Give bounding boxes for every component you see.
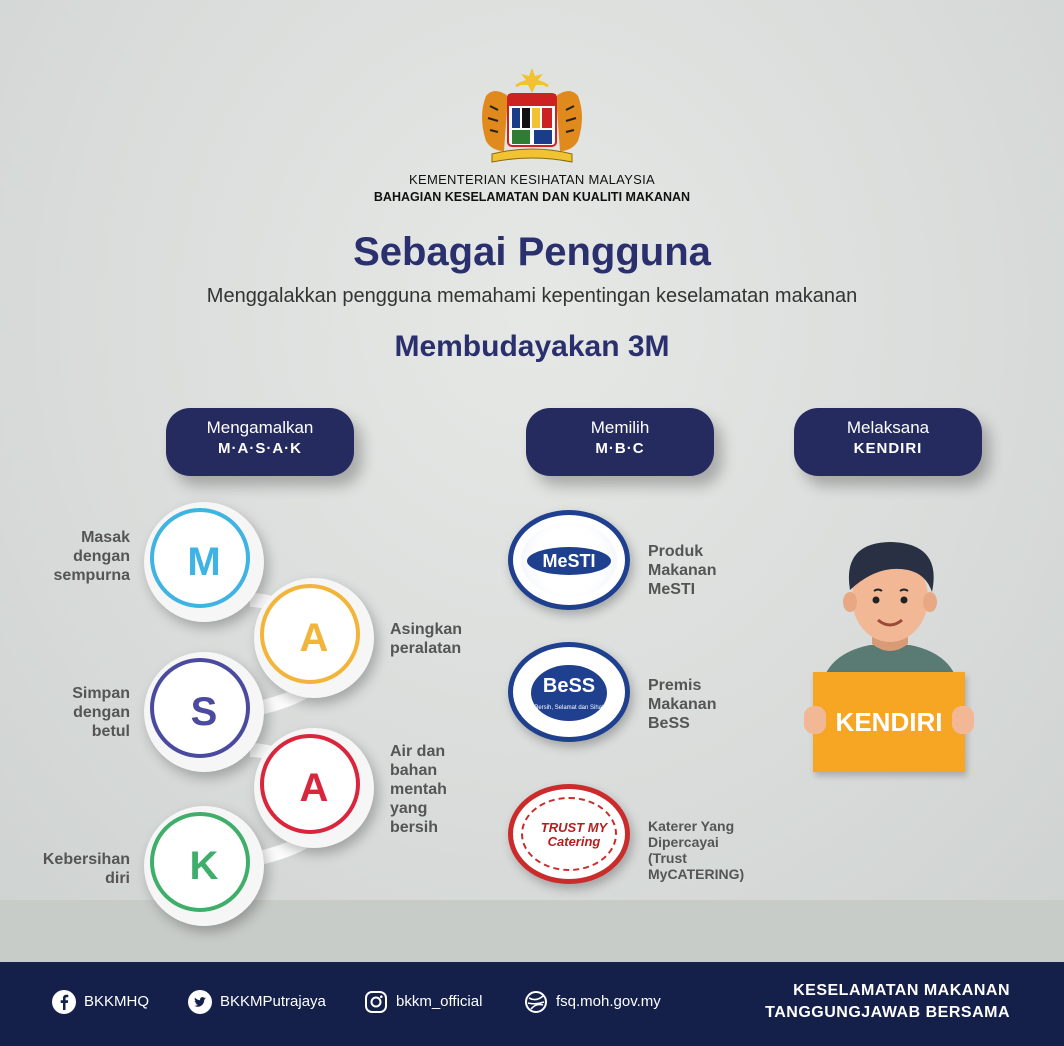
- masak-label-s: [30, 684, 130, 741]
- section-heading: Membudayakan 3M: [394, 330, 670, 363]
- masak-circle-a1: [254, 578, 374, 698]
- label-line: peralatan: [390, 640, 462, 657]
- label-line: bahan: [390, 762, 438, 779]
- kendiri-sign: KENDIRI: [813, 672, 965, 772]
- instagram-handle: bkkm_official: [396, 992, 483, 1010]
- masak-circle-a2: [254, 728, 374, 848]
- trust-my-catering-logo: [508, 784, 630, 884]
- label-line: MeSTI: [648, 581, 696, 598]
- masak-circle-s: [144, 652, 264, 772]
- mesti-logo: [508, 510, 630, 610]
- division-name: BAHAGIAN KESELAMATAN DAN KUALITI MAKANAN: [373, 190, 691, 204]
- masak-circle-k: [144, 806, 264, 926]
- label-line: yang: [390, 800, 428, 817]
- masak-letter-a2: A: [299, 766, 329, 810]
- label-line: betul: [91, 723, 130, 740]
- masak-letter-k: K: [189, 844, 219, 888]
- label-line: Dipercayai: [648, 834, 719, 850]
- website-link[interactable]: [524, 990, 661, 1014]
- masak-label-k: [20, 850, 130, 888]
- label-line: sempurna: [53, 567, 130, 584]
- website-url: fsq.moh.gov.my: [556, 992, 661, 1010]
- trust-logo-text: TRUST MY Catering: [540, 820, 608, 849]
- masak-label-m: [30, 528, 130, 585]
- twitter-handle: BKKMPutrajaya: [220, 992, 326, 1010]
- label-line: MyCATERING): [648, 866, 745, 882]
- label-line: Asingkan: [390, 621, 463, 638]
- label-line: (Trust: [648, 850, 687, 866]
- page-subtitle: Menggalakkan pengguna memahami kepentingan keselamatan makanan: [206, 285, 858, 307]
- label-line: Premis: [648, 677, 702, 694]
- mesti-logo-text: MeSTI: [527, 547, 611, 575]
- right-hand: [952, 706, 974, 734]
- coat-of-arms-logo: [472, 66, 592, 166]
- masak-letter-a1: A: [299, 616, 329, 660]
- mbc-label-mesti: [648, 542, 768, 599]
- masak-letter-s: S: [190, 690, 218, 734]
- pill-kendiri-line1: Melaksana: [846, 418, 930, 437]
- pill-mbc-line1: Memilih: [590, 418, 650, 437]
- facebook-link[interactable]: [52, 990, 149, 1014]
- facebook-handle: BKKMHQ: [84, 992, 150, 1010]
- bess-logo-subtext: Bersih, Selamat dan Sihat: [534, 705, 604, 711]
- twitter-link[interactable]: [188, 990, 326, 1014]
- left-hand: [804, 706, 826, 734]
- label-line: dengan: [73, 548, 130, 565]
- masak-label-a1: [390, 620, 490, 658]
- label-line: Makanan: [648, 562, 717, 579]
- label-line: Katerer Yang: [648, 818, 735, 834]
- masak-letter-m: M: [187, 540, 221, 584]
- label-line: mentah: [390, 781, 447, 798]
- bess-logo-text: BeSS: [542, 675, 596, 697]
- footer-tagline: [765, 980, 1010, 1024]
- twitter-icon: [188, 990, 212, 1014]
- instagram-icon: [364, 990, 388, 1014]
- tagline-line1: KESELAMATAN MAKANAN: [793, 982, 1010, 999]
- bess-logo: [508, 642, 630, 742]
- ministry-name: KEMENTERIAN KESIHATAN MALAYSIA: [409, 172, 655, 187]
- pill-mbc: [526, 408, 714, 476]
- label-line: dengan: [73, 704, 130, 721]
- label-line: bersih: [390, 819, 439, 836]
- masak-circle-m: [144, 502, 264, 622]
- pill-masak-line2: M·A·S·A·K: [218, 440, 302, 457]
- pill-kendiri: [794, 408, 982, 476]
- label-line: Kebersihan: [42, 851, 130, 868]
- label-line: Simpan: [72, 685, 130, 702]
- pill-kendiri-line2: KENDIRI: [853, 440, 923, 457]
- mbc-label-bess: [648, 676, 768, 733]
- label-line: Masak: [81, 529, 130, 546]
- pill-masak: [166, 408, 354, 476]
- label-line: Makanan: [648, 696, 717, 713]
- page-title: Sebagai Pengguna: [353, 230, 711, 274]
- pill-mbc-line2: M·B·C: [595, 440, 645, 457]
- label-line: Produk: [648, 543, 704, 560]
- tagline-line2: TANGGUNGJAWAB BERSAMA: [765, 1004, 1010, 1021]
- mbc-label-trust: [648, 818, 778, 882]
- facebook-icon: [52, 990, 76, 1014]
- label-line: diri: [105, 870, 130, 887]
- pill-masak-line1: Mengamalkan: [206, 418, 314, 437]
- globe-icon: [524, 990, 548, 1014]
- instagram-link[interactable]: [364, 990, 482, 1014]
- label-line: BeSS: [648, 715, 690, 732]
- masak-label-a2: [390, 742, 490, 837]
- label-line: Air dan: [390, 743, 446, 760]
